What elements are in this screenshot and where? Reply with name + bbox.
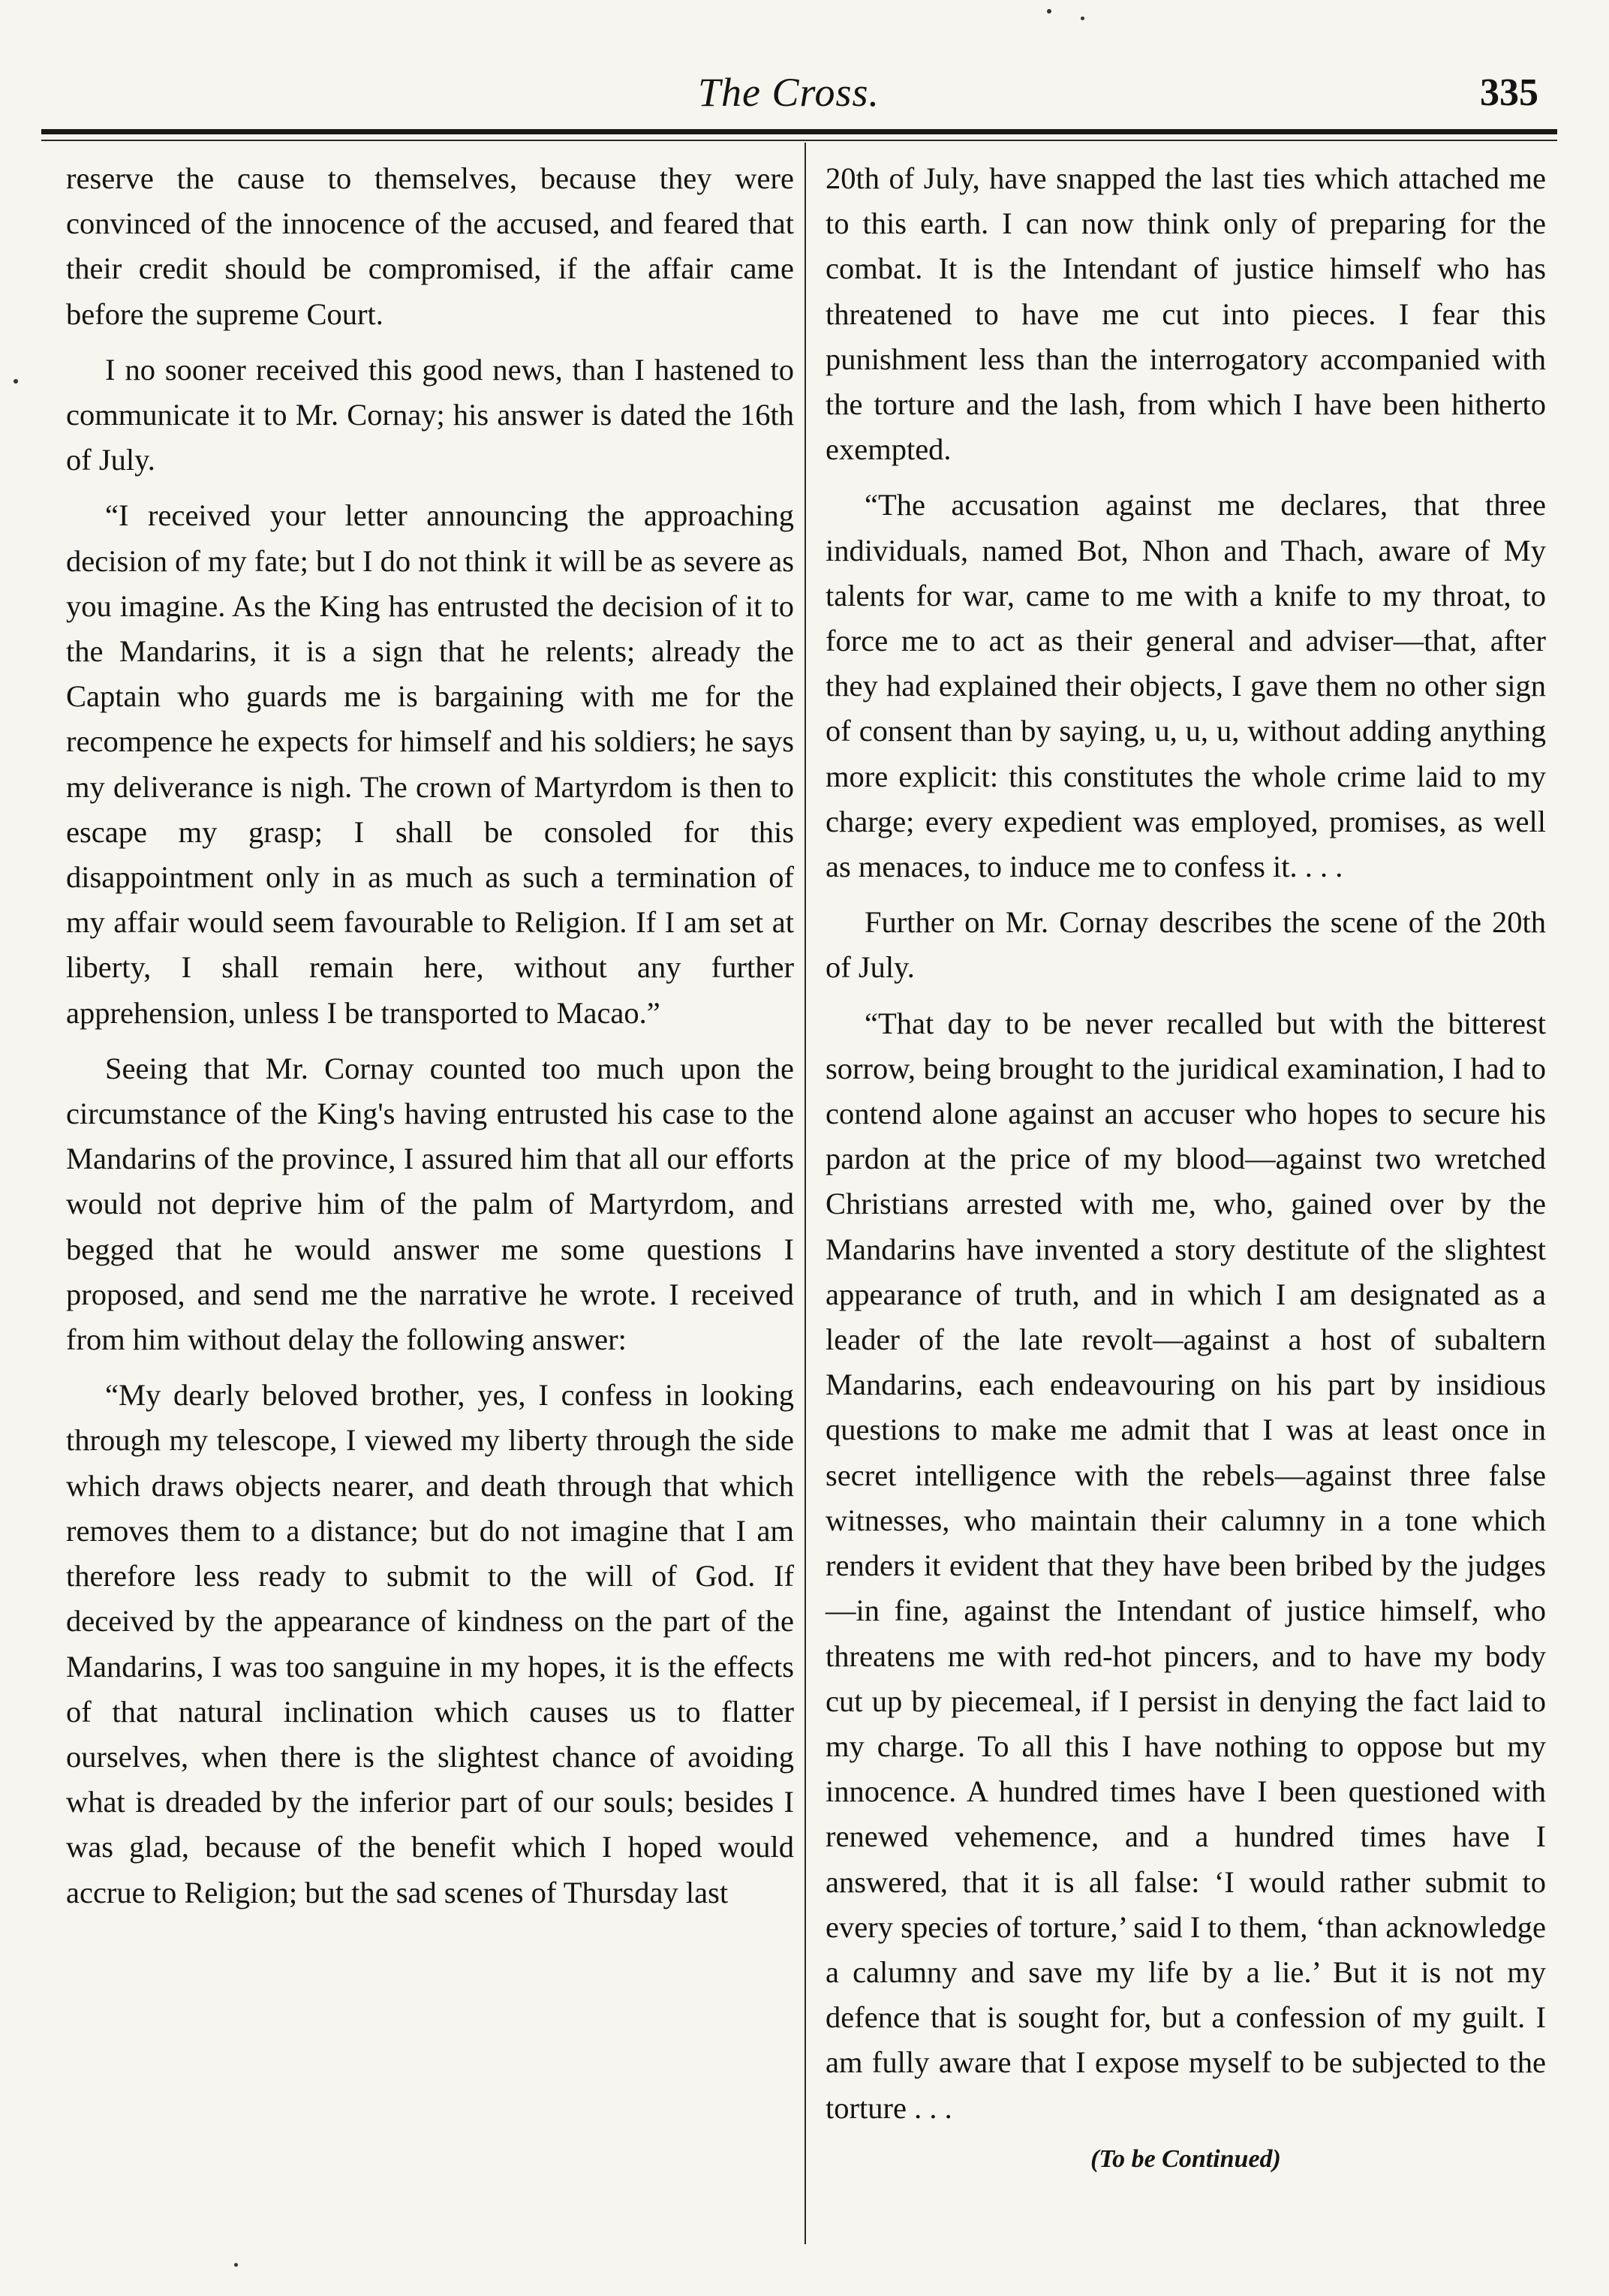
page-number: 335 bbox=[1480, 71, 1538, 114]
header-rule bbox=[41, 129, 1557, 134]
left-column bbox=[66, 156, 794, 1915]
header-rule-thin bbox=[41, 140, 1557, 141]
page-header bbox=[45, 69, 1553, 129]
paragraph: 20th of July, have snapped the last ties which attached me to this earth. I can now think only of preparing for the combat. It is the Intendant of justice himself who has threatened to have me cut into pieces. I fear this punishment less than the interrogatory accompanied with the torture and the lash, from which I have been hitherto exempted. bbox=[826, 161, 1546, 467]
paragraph: “That day to be never recalled but with the bitterest sorrow, being brought to the juridical examination, I had to contend alone against an accuser who hopes to secure his pardon at the price of my blood—against two wretched Christians arrested with me, who, gained over by the Mandarins have invented a story destitute of the slightest appearance of truth, and in which I am designated as a leader of the late revolt—against a host of subaltern Mandarins, each endeavouring on his part by insidious questions to make me admit that I was at least once in secret intelligence with the rebels—against three false witnesses, who maintain their calumny in a tone which renders it evident that they have been bribed by the judges—in fine, against the Intendant of justice himself, who threatens me with red-hot pincers, and to have my body cut up by piecemeal, if I persist in denying the fact laid to my charge. To all this I have nothing to oppose but my innocence. A hundred times have I been questioned with renewed vehemence, and a hundred times have I answered, that it is all false: ‘I would rather submit to every species of torture,’ said I to them, ‘than acknowledge a calumny and save my life by a lie.’ But it is not my defence that is sought for, but a confession of my guilt. I am fully aware that I expose myself to be subjected to the torture . . . bbox=[826, 1006, 1546, 2125]
paragraph: I no sooner received this good news, than I hastened to communicate it to Mr. Cornay; his answer is dated the 16th of July. bbox=[66, 352, 794, 477]
paragraph: Further on Mr. Cornay describes the scene of the 20th of July. bbox=[826, 905, 1546, 985]
ink-speck bbox=[1081, 17, 1084, 20]
paragraph: Seeing that Mr. Cornay counted too much upon the circumstance of the King's having entrusted his case to the Mandarins of the province, I assured him that all our efforts would not deprive him of the palm of Martyrdom, and begged that he would answer me some questions I proposed, and send me the narrative he wrote. I received from him without delay the following answer: bbox=[66, 1051, 794, 1357]
ink-speck bbox=[234, 2263, 238, 2267]
paragraph: “My dearly beloved brother, yes, I confess in looking through my telescope, I viewed my liberty through the side which draws objects nearer, and death through that which removes them to a distance; but do not imagine that I am therefore less ready to submit to the will of God. If deceived by the appearance of kindness on the part of the Mandarins, I was too sanguine in my hopes, it is the effects of that natural inclination which causes us to flatter ourselves, when there is the slightest chance of avoiding what is dreaded by the inferior part of our souls; besides I was glad, because of the benefit which I hoped would accrue to Religion; but the sad scenes of Thursday last bbox=[66, 1378, 794, 1909]
paragraph: reserve the cause to themselves, because they were convinced of the innocence of the accused, and feared that their credit should be compromised, if the affair came before the supreme Court. bbox=[66, 161, 794, 331]
ink-speck bbox=[14, 379, 18, 384]
column-divider bbox=[804, 143, 806, 2244]
continued-note: (To be Continued) bbox=[1090, 2144, 1281, 2173]
paragraph: “I received your letter announcing the approaching decision of my fate; but I do not think it will be as severe as you imagine. As the King has entrusted the decision of it to the Mandarins, it is a sign that he relents; already the Captain who guards me is bargaining with me for the recompence he expects for himself and his soldiers; he says my deliverance is nigh. The crown of Martyrdom is then to escape my grasp; I shall be consoled for this disappointment only in as much as such a termination of my affair would seem favourable to Religion. If I am set at liberty, I shall remain here, without any further apprehension, unless I be transported to Macao.” bbox=[66, 498, 794, 1030]
ink-speck bbox=[1047, 9, 1051, 14]
paragraph: “The accusation against me declares, that three individuals, named Bot, Nhon and Thach, aware of My talents for war, came to me with a knife to my throat, to force me to act as their general and adviser—that, after they had explained their objects, I gave them no other sign of consent than by saying, u, u, u, without adding anything more explicit: this constitutes the whole crime laid to my charge; every expedient was employed, promises, as well as menaces, to induce me to confess it. . . . bbox=[826, 488, 1546, 884]
right-column bbox=[826, 156, 1546, 2182]
running-title: The Cross. bbox=[698, 70, 880, 115]
